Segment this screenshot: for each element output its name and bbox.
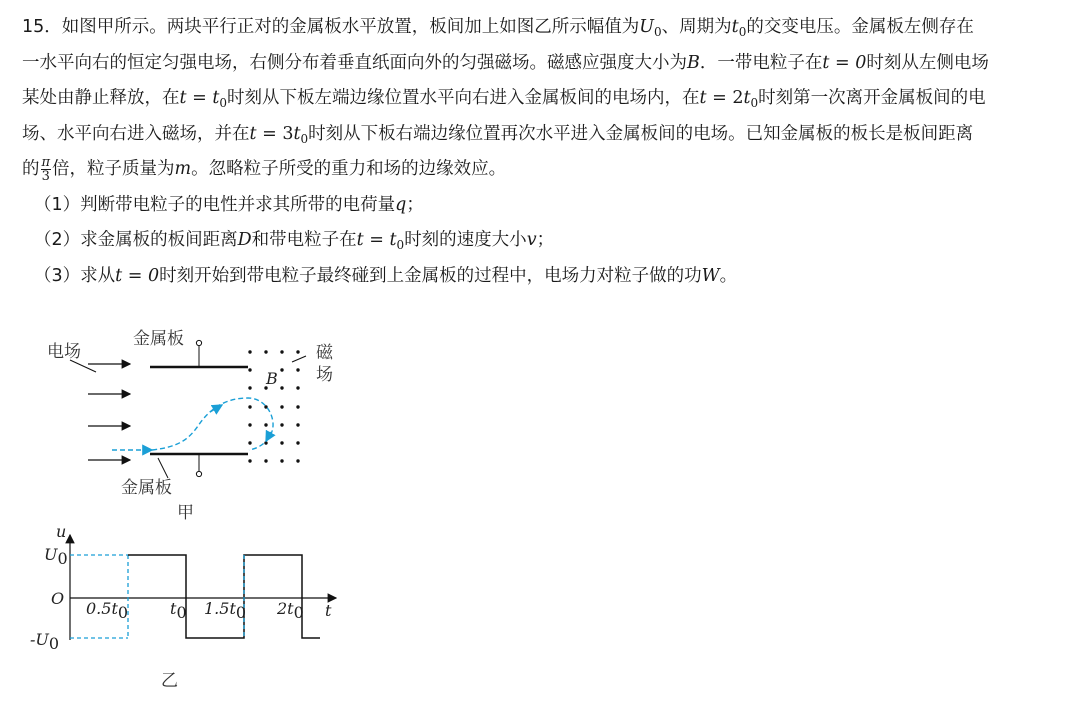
U0-label: U0 <box>44 545 68 568</box>
label-magnet-1: 磁 <box>316 343 333 363</box>
field-dot <box>248 350 251 353</box>
axis-u-label: u <box>56 522 67 541</box>
field-dot <box>280 386 283 389</box>
field-label-leader <box>70 360 96 372</box>
field-dot <box>280 459 283 462</box>
field-dot <box>280 423 283 426</box>
field-dot <box>296 386 299 389</box>
axis-t-label: t <box>325 601 332 620</box>
sub-question-3: （3）求从t = 0时刻开始到带电粒子最终碰到上金属板的过程中，电场力对粒子做的功W。 <box>34 265 738 286</box>
field-dot <box>264 423 267 426</box>
field-dot <box>264 459 267 462</box>
field-dot <box>280 441 283 444</box>
field-dot <box>296 441 299 444</box>
caption-yi: 乙 <box>161 671 178 691</box>
bottom-terminal <box>196 471 201 476</box>
field-dot <box>248 423 251 426</box>
sub-question-2: （2）求金属板的板间距离D和带电粒子在$t = t_0$时刻的速度大小v； <box>34 230 555 252</box>
field-dot <box>296 423 299 426</box>
field-dot <box>248 441 251 444</box>
field-dot <box>296 368 299 371</box>
question-line-4: 场、水平向右进入磁场，并在$t = 3t_0$时刻从下板右端边缘位置再次水平进入金属板间的电场。已知金属板的板长是板间距离 <box>22 123 974 146</box>
field-dot <box>296 459 299 462</box>
label-plate-top: 金属板 <box>133 329 184 349</box>
pi-over-3-fraction: $\frac{\pi}{3}$ <box>41 154 51 184</box>
sub-question-1: （1）判断带电粒子的电性并求其所带的电荷量q； <box>34 194 424 215</box>
question-number: 15． <box>22 17 62 37</box>
field-dot <box>264 350 267 353</box>
trajectory-arrow-1 <box>210 405 222 412</box>
field-dot <box>248 368 251 371</box>
caption-jia: 甲 <box>177 503 194 523</box>
field-dot <box>296 405 299 408</box>
field-dot <box>280 350 283 353</box>
question-line-1: 15．如图甲所示。两块平行正对的金属板水平放置，板间加上如图乙所示幅值为$U_0$、周期为$t_0$的交变电压。金属板左侧存在 <box>22 17 974 39</box>
bottom-plate-leader <box>158 458 168 478</box>
top-terminal <box>196 340 201 345</box>
label-plate-bottom: 金属板 <box>121 478 172 498</box>
field-dot <box>248 405 251 408</box>
question-line-2: 一水平向右的恒定匀强电场，右侧分布着垂直纸面向外的匀强磁场。磁感应强度大小为B．一带电粒子在t = 0时刻从左侧电场 <box>22 52 989 73</box>
figure-jia <box>47 329 334 523</box>
tick-t0: t0 <box>170 599 187 622</box>
tick-2t0: 2t0 <box>277 599 304 622</box>
label-electric-field: 电场 <box>47 342 81 362</box>
trajectory-path <box>152 398 273 450</box>
field-dot <box>280 405 283 408</box>
question-line-5: 的 $\frac{\pi}{3}$ 倍，粒子质量为m。忽略粒子所受的重力和场的边缘效应。 <box>22 154 507 184</box>
tick-1.5t0: 1.5t0 <box>204 599 247 622</box>
negU0-label: -U0 <box>30 630 60 653</box>
field-dot <box>280 368 283 371</box>
tick-0.5t0: 0.5t0 <box>86 599 129 622</box>
origin-label: O <box>51 589 65 608</box>
field-dot <box>264 441 267 444</box>
magnetic-field-dots <box>248 350 299 462</box>
question-line-3: 某处由静止释放，在$t = t_0$时刻从下板左端边缘位置水平向右进入金属板间的电场内，在$t = 2t_0$时刻第一次离开金属板间的电 <box>22 88 986 110</box>
field-arrows <box>88 364 130 460</box>
field-dot <box>296 350 299 353</box>
field-dot <box>248 386 251 389</box>
field-dot <box>248 459 251 462</box>
figure-yi <box>30 522 336 691</box>
label-magnet-2: 场 <box>316 365 333 385</box>
square-wave <box>128 555 320 638</box>
label-B: B <box>266 369 278 388</box>
trajectory-arrow-2 <box>266 432 271 441</box>
magnet-label-leader <box>292 356 306 362</box>
